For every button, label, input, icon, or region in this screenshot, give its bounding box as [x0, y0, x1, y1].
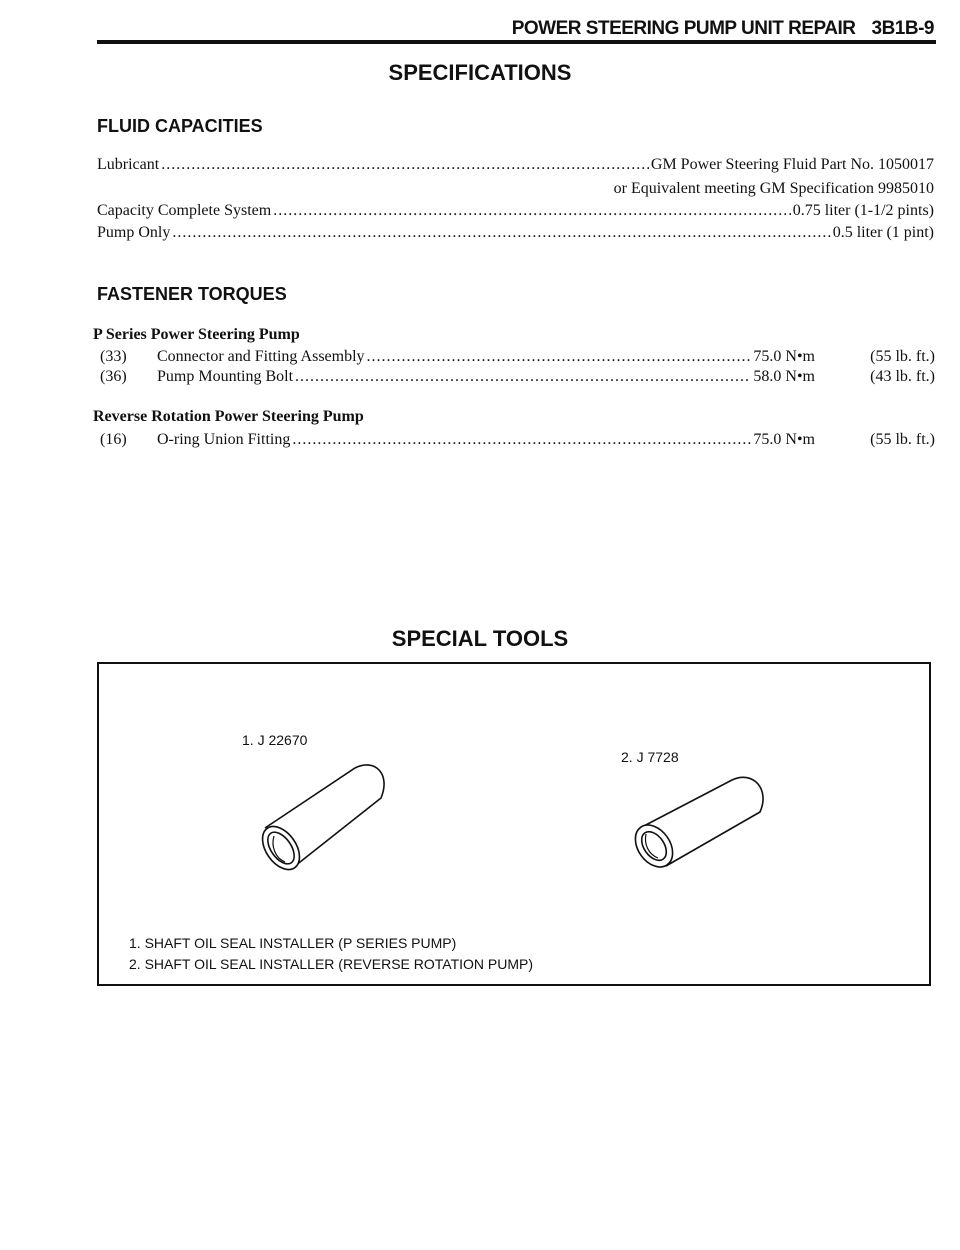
item-number: (16): [100, 431, 127, 448]
dot-leader: [295, 368, 751, 386]
tool-1-legend: 1. SHAFT OIL SEAL INSTALLER (P SERIES PUMP): [129, 935, 457, 951]
specifications-title: SPECIFICATIONS: [388, 60, 572, 85]
capacity-row: [97, 202, 934, 220]
row-label: Capacity Complete System: [97, 202, 272, 219]
row-value: 0.5 liter (1 pint): [832, 224, 934, 241]
imperial-torque: (55 lb. ft.): [870, 431, 935, 448]
imperial-torque: (55 lb. ft.): [870, 348, 935, 365]
torque-line: [157, 348, 815, 366]
row-value: GM Power Steering Fluid Part No. 1050017: [650, 156, 934, 173]
row-label: Lubricant: [97, 156, 160, 173]
metric-torque: 58.0 N•m: [753, 368, 815, 385]
dot-leader: [161, 156, 649, 174]
fastener-torques-heading: FASTENER TORQUES: [97, 284, 287, 304]
fluid-capacities-heading: FLUID CAPACITIES: [97, 116, 263, 136]
tool-1-label: 1. J 22670: [242, 732, 308, 748]
seal-installer-1-illustration: [257, 754, 397, 878]
torque-line: [157, 431, 815, 449]
lubricant-note: or Equivalent meeting GM Specification 9985010: [613, 180, 934, 197]
header-title: POWER STEERING PUMP UNIT REPAIR: [511, 18, 856, 39]
metric-torque: 75.0 N•m: [753, 348, 815, 365]
reverse-rotation-group-title: Reverse Rotation Power Steering Pump: [93, 408, 364, 425]
lubricant-row: [97, 156, 934, 174]
page-number: 3B1B-9: [871, 18, 934, 39]
item-number: (36): [100, 368, 127, 385]
pump-only-row: [97, 224, 934, 242]
dot-leader: [273, 202, 790, 220]
special-tools-box: [97, 662, 931, 986]
header-rule: [97, 40, 936, 44]
p-series-group-title: P Series Power Steering Pump: [93, 326, 300, 343]
tool-2-label: 2. J 7728: [621, 749, 679, 765]
item-description: Connector and Fitting Assembly: [157, 348, 365, 365]
row-label: Pump Only: [97, 224, 171, 241]
metric-torque: 75.0 N•m: [753, 431, 815, 448]
seal-installer-2-illustration: [624, 768, 774, 880]
torque-row: [100, 348, 935, 368]
special-tools-title: SPECIAL TOOLS: [391, 626, 569, 651]
row-value: 0.75 liter (1-1/2 pints): [792, 202, 934, 219]
dot-leader: [367, 348, 752, 366]
item-description: O-ring Union Fitting: [157, 431, 291, 448]
dot-leader: [172, 224, 830, 242]
item-description: Pump Mounting Bolt: [157, 368, 294, 385]
torque-line: [157, 368, 815, 386]
torque-row: [100, 368, 935, 388]
dot-leader: [292, 431, 751, 449]
tool-2-legend: 2. SHAFT OIL SEAL INSTALLER (REVERSE ROTATION PUMP): [129, 956, 534, 972]
item-number: (33): [100, 348, 127, 365]
page-header: [512, 18, 934, 40]
torque-row: [100, 431, 935, 451]
imperial-torque: (43 lb. ft.): [870, 368, 935, 385]
